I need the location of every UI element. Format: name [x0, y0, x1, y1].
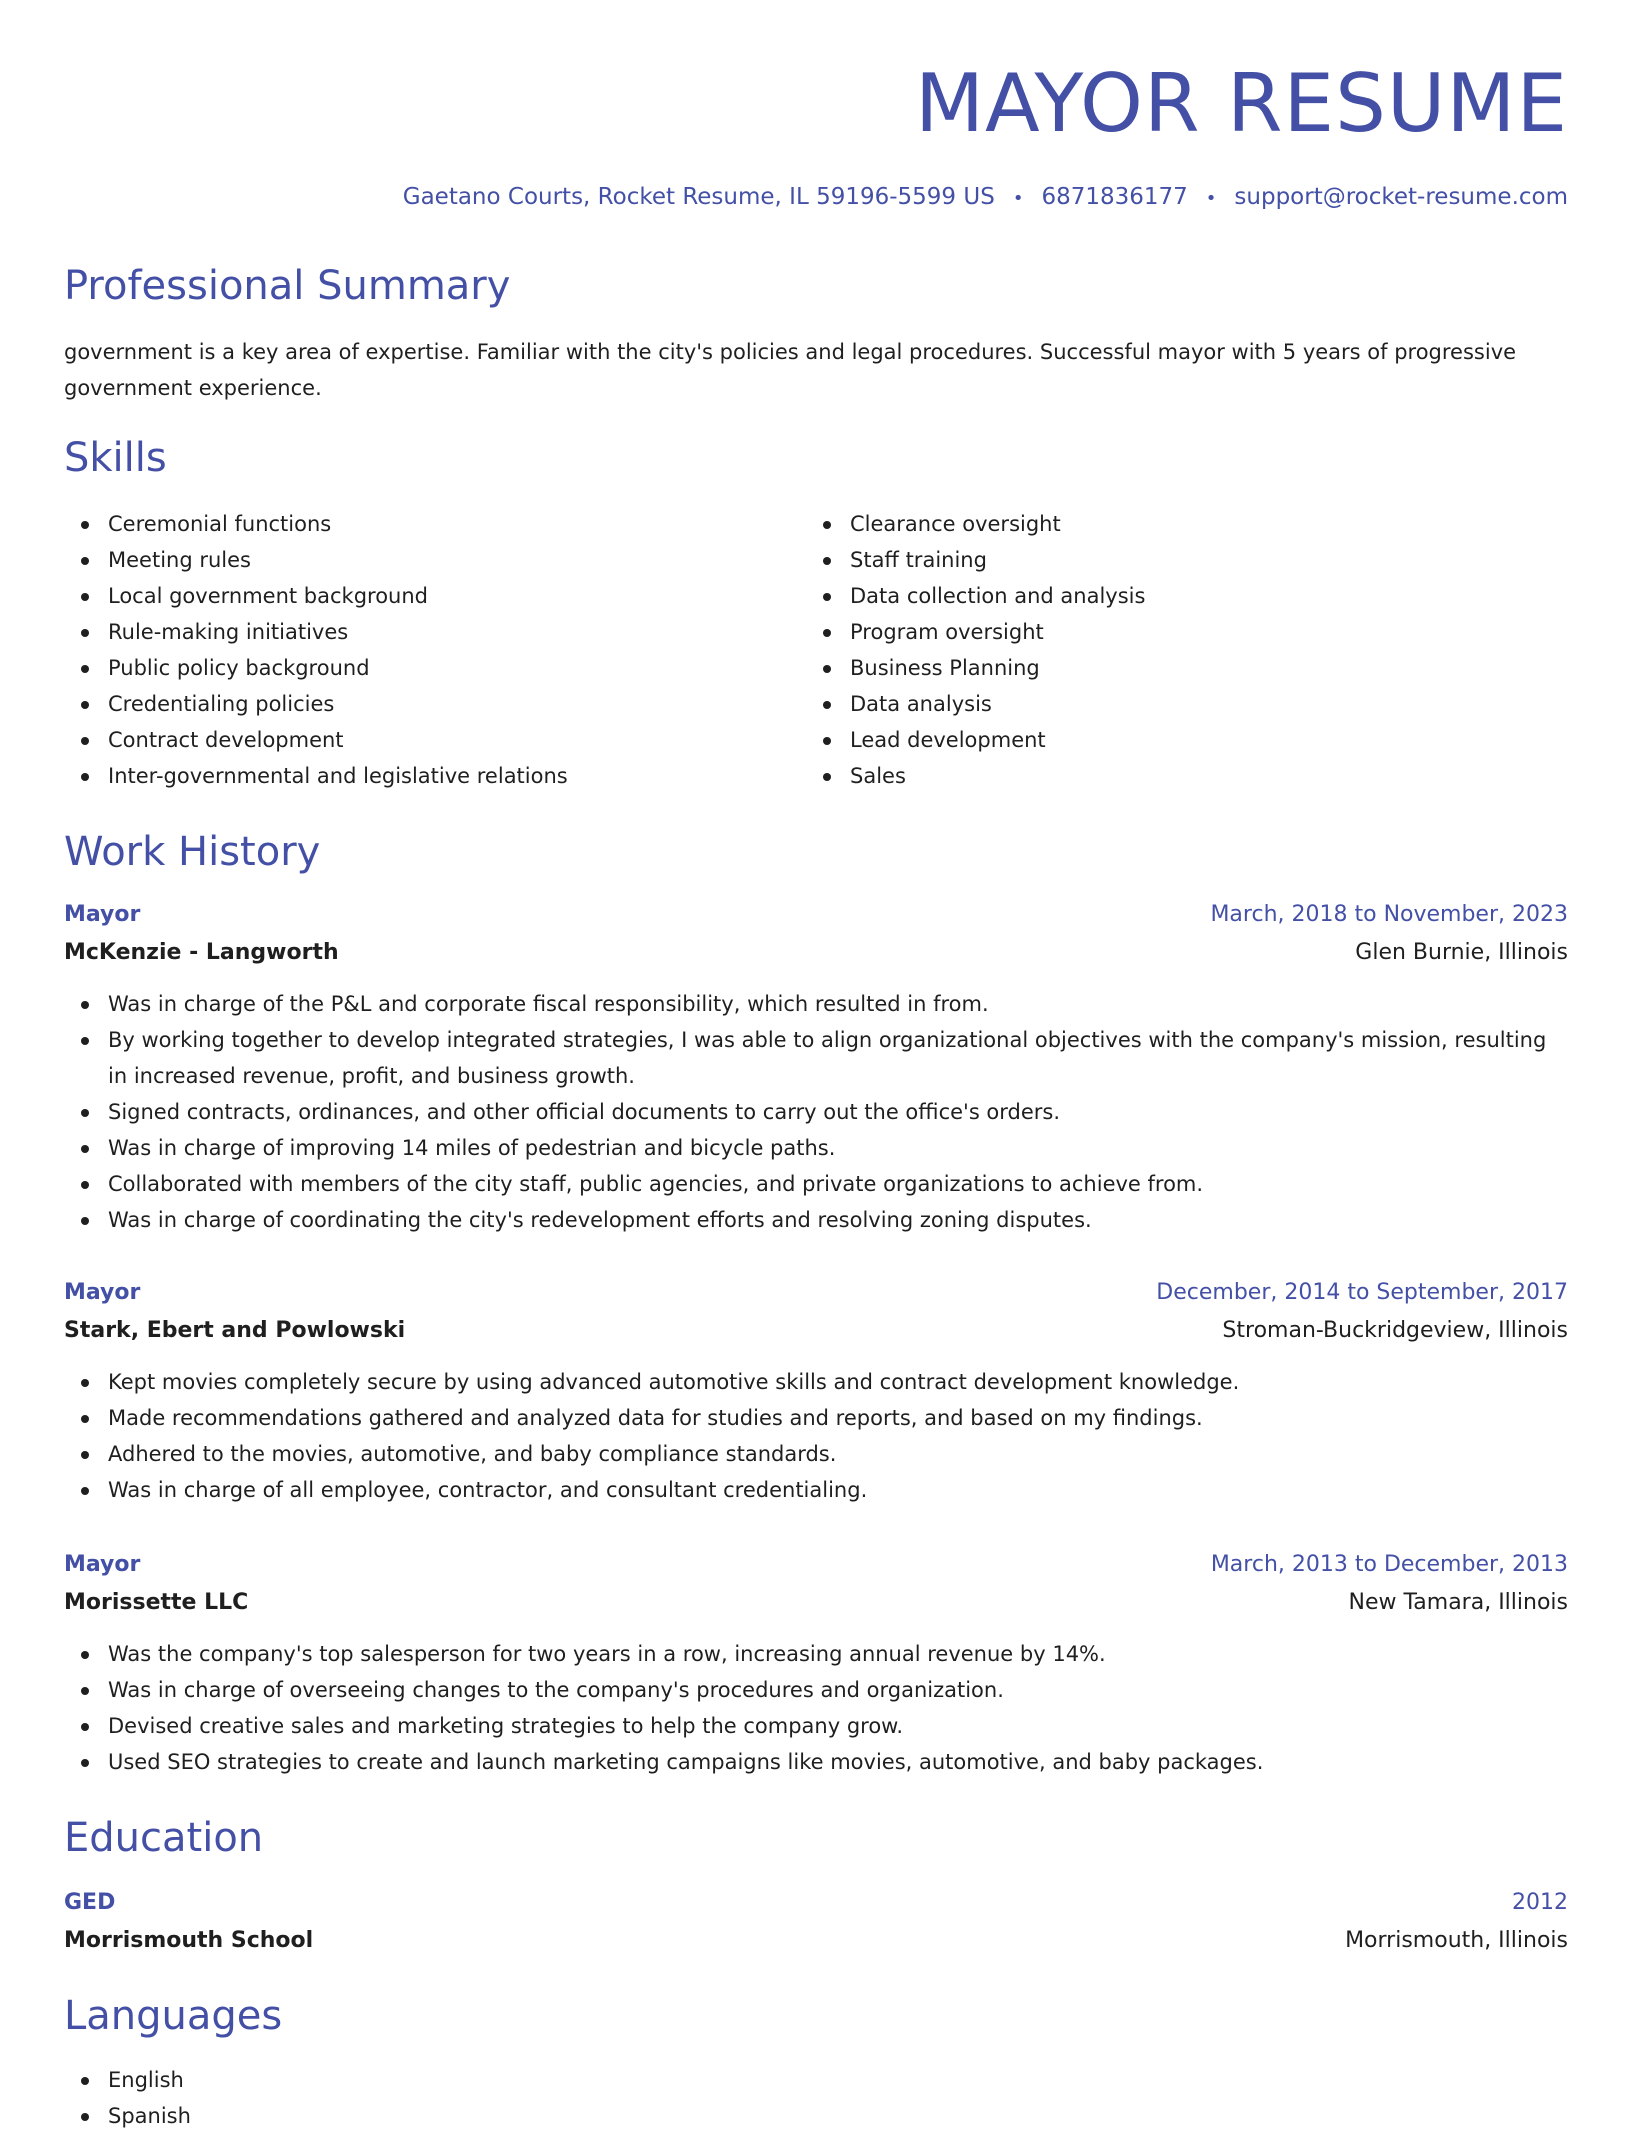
- language-item: Spanish: [64, 2098, 804, 2134]
- job-dates: December, 2014 to September, 2017: [1156, 1280, 1568, 1305]
- job-duty: Was in charge of overseeing changes to the company's procedures and organization.: [64, 1672, 1568, 1708]
- skills-column-left: [64, 506, 804, 794]
- job-duties: [64, 1364, 1568, 1508]
- skill-item: Clearance oversight: [806, 506, 1546, 542]
- job-duty: Devised creative sales and marketing strategies to help the company grow.: [64, 1708, 1568, 1744]
- contact-separator: •: [1012, 188, 1024, 209]
- skill-item: Program oversight: [806, 614, 1546, 650]
- skill-item: Meeting rules: [64, 542, 804, 578]
- resume-title: MAYOR RESUME: [914, 57, 1568, 150]
- job-title: Mayor: [64, 1552, 141, 1577]
- job-duty: Adhered to the movies, automotive, and baby compliance standards.: [64, 1436, 1568, 1472]
- job-duty: Was the company's top salesperson for two years in a row, increasing annual revenue by 14%.: [64, 1636, 1568, 1672]
- languages-section: [64, 2062, 804, 2134]
- job-title: Mayor: [64, 1280, 141, 1305]
- languages-list: [64, 2062, 804, 2134]
- education-degree: GED: [64, 1890, 116, 1915]
- education-heading: Education: [64, 1815, 264, 1861]
- job-company: Stark, Ebert and Powlowski: [64, 1318, 406, 1343]
- skill-item: Ceremonial functions: [64, 506, 804, 542]
- skill-item: Lead development: [806, 722, 1546, 758]
- summary-heading: Professional Summary: [64, 263, 511, 309]
- contact-separator: •: [1205, 188, 1217, 209]
- contact-address: Gaetano Courts, Rocket Resume, IL 59196-5599 US: [402, 184, 995, 210]
- job-dates: March, 2013 to December, 2013: [1210, 1552, 1568, 1577]
- languages-heading: Languages: [64, 1993, 283, 2039]
- skills-list-right: [806, 506, 1546, 794]
- skill-item: Data analysis: [806, 686, 1546, 722]
- skills-list-left: [64, 506, 804, 794]
- job-duty: Was in charge of coordinating the city's redevelopment efforts and resolving zoning disputes.: [64, 1202, 1568, 1238]
- contact-line: [403, 180, 1568, 216]
- job-duty: Was in charge of improving 14 miles of pedestrian and bicycle paths.: [64, 1130, 1568, 1166]
- job-title: Mayor: [64, 902, 141, 927]
- skills-heading: Skills: [64, 435, 167, 481]
- skill-item: Sales: [806, 758, 1546, 794]
- job-duty: Was in charge of the P&L and corporate fiscal responsibility, which resulted in from.: [64, 986, 1568, 1022]
- skill-item: Local government background: [64, 578, 804, 614]
- job-company: McKenzie - Langworth: [64, 940, 339, 965]
- skill-item: Credentialing policies: [64, 686, 804, 722]
- work-history-heading: Work History: [64, 829, 321, 875]
- job-duty: Signed contracts, ordinances, and other official documents to carry out the office's orders.: [64, 1094, 1568, 1130]
- job-duties: [64, 1636, 1568, 1780]
- job-duty: Made recommendations gathered and analyzed data for studies and reports, and based on my findings.: [64, 1400, 1568, 1436]
- job-duty: By working together to develop integrated strategies, I was able to align organizational objectives with the company's mission, resulting in increased revenue, profit, and business growth.: [64, 1022, 1568, 1094]
- job-duty: Used SEO strategies to create and launch marketing campaigns like movies, automotive, and baby packages.: [64, 1744, 1568, 1780]
- job-location: Stroman-Buckridgeview, Illinois: [1222, 1318, 1568, 1343]
- contact-email: support@rocket-resume.com: [1234, 184, 1568, 210]
- education-entry: [64, 1884, 1568, 1960]
- language-item: English: [64, 2062, 804, 2098]
- skill-item: Business Planning: [806, 650, 1546, 686]
- skill-item: Staff training: [806, 542, 1546, 578]
- skill-item: Public policy background: [64, 650, 804, 686]
- skills-column-right: [806, 506, 1546, 794]
- education-location: Morrismouth, Illinois: [1345, 1928, 1568, 1953]
- skill-item: Contract development: [64, 722, 804, 758]
- job-duty: Kept movies completely secure by using advanced automotive skills and contract development knowledge.: [64, 1364, 1568, 1400]
- skill-item: Rule-making initiatives: [64, 614, 804, 650]
- skill-item: Data collection and analysis: [806, 578, 1546, 614]
- contact-phone: 6871836177: [1041, 184, 1188, 210]
- job-dates: March, 2018 to November, 2023: [1210, 902, 1568, 927]
- summary-text: government is a key area of expertise. Familiar with the city's policies and legal procedures. Successful mayor with 5 years of progressive government experience.: [64, 340, 1517, 400]
- job-duty: Collaborated with members of the city staff, public agencies, and private organizations to achieve from.: [64, 1166, 1568, 1202]
- job-duty: Was in charge of all employee, contractor, and consultant credentialing.: [64, 1472, 1568, 1508]
- job-duties: [64, 986, 1568, 1238]
- skill-item: Inter-governmental and legislative relations: [64, 758, 804, 794]
- education-year: 2012: [1512, 1890, 1568, 1915]
- education-school: Morrismouth School: [64, 1928, 314, 1953]
- job-entry: [64, 896, 1568, 1238]
- job-company: Morissette LLC: [64, 1590, 249, 1615]
- job-entry: [64, 1274, 1568, 1508]
- job-location: New Tamara, Illinois: [1348, 1590, 1568, 1615]
- job-location: Glen Burnie, Illinois: [1355, 940, 1568, 965]
- job-entry: [64, 1546, 1568, 1780]
